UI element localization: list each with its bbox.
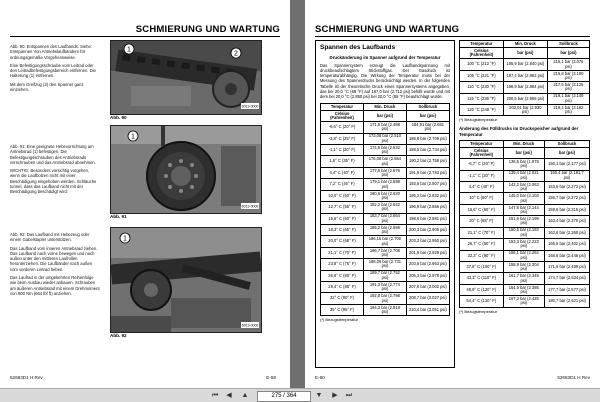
table-row — [321, 156, 450, 167]
last-page-icon[interactable]: ⏭ — [345, 392, 353, 399]
table-cell: 150,4 bar (2.181,7 psi) — [544, 170, 589, 181]
table-cell: 15,6° C (60° F) — [460, 204, 504, 215]
header-title: SCHMIERUNG UND WARTUNG — [135, 24, 280, 35]
table-cell: 29,4° C (85° F) — [321, 281, 364, 292]
table-cell: 151,6 bar (2.199 psi) — [503, 216, 544, 227]
figure-code: 6013-0000 — [241, 104, 259, 109]
table-cell: 162,6 bar (2.360 psi) — [544, 227, 589, 238]
table-subheader: Celsius (Fahrenheit) — [460, 147, 504, 158]
table-cell: 10° C (50° F) — [460, 193, 504, 204]
table-cell: 7,2° C (45° F) — [321, 179, 364, 190]
figure-label: Abb. 92 — [110, 333, 127, 338]
table-cell: 192,8 bar (2.796 psi) — [364, 293, 407, 304]
table-row — [321, 122, 450, 133]
table-cell: 180,7 bar (2.621 psi) — [544, 296, 589, 307]
table-cell: 191,3 bar (2.774 psi) — [364, 281, 407, 292]
table-row — [460, 182, 590, 193]
table-cell: 158,9 bar (2.304 psi) — [503, 261, 544, 272]
table-subheader: bar (psi) — [503, 48, 547, 59]
table-cell: 142,2 bar (2.063 psi) — [503, 182, 544, 193]
subsection-title: Änderung des Fülldrucks im Druckspeicher aufgrund der Temperatur — [459, 126, 579, 137]
viewer-toolbar — [0, 388, 600, 402]
table-cell: 43,3° C (110° F) — [460, 273, 504, 284]
table-row — [460, 204, 590, 215]
table-cell: 180,6 bar (2.620 psi) — [364, 190, 407, 201]
table-cell: 215,8 bar (3.100 psi) — [547, 70, 589, 81]
table-cell: 153,3 bar (2.223 psi) — [503, 239, 544, 250]
table-cell: 35° C (95° F) — [321, 304, 364, 315]
table-cell: 164,5 bar (2.385 psi) — [503, 284, 544, 295]
table-row — [460, 170, 590, 181]
figure-label: Abb. 90 — [110, 115, 127, 120]
table-header: Temperatur — [460, 41, 504, 48]
table-cell: 163,4 bar (2.370 psi) — [544, 216, 589, 227]
footer-doc-code: 52683D1 H Rev — [10, 375, 43, 380]
figure-90-photo — [110, 40, 262, 115]
page-header — [10, 22, 280, 37]
table-cell: 186,15 bar (2.700 psi) — [364, 236, 407, 247]
table-cell: 185,2 bar (2.686 psi) — [364, 224, 407, 235]
table-row — [321, 167, 450, 178]
table-cell: 183,7 bar (2.664 psi) — [364, 213, 407, 224]
footer-doc-code: 52683D1 H Rev — [557, 375, 590, 380]
table-cell: 4,4° C (40° F) — [460, 182, 504, 193]
figure-code: 6013-0000 — [241, 204, 259, 209]
table-cell: 54,4° C (130° F) — [460, 296, 504, 307]
previous-page-icon[interactable]: ◀ — [226, 392, 232, 399]
table-row — [321, 247, 450, 258]
table-cell: 156,1 bar (2.264 psi) — [503, 250, 544, 261]
table-header: Min. Druck — [503, 140, 544, 147]
table-cell: 200,3 bar (2.905 psi) — [406, 224, 449, 235]
table-row — [321, 293, 450, 304]
table-row — [321, 259, 450, 270]
table-cell: 215,1 bar (3.076 psi) — [547, 59, 589, 70]
table-cell: 110 °C (230 °F) — [460, 82, 504, 93]
paragraph: Abb. 92: Das Laufband mit Hebezeug oder einem Gabelstapler unterstützen. — [10, 232, 90, 243]
table-row — [460, 105, 590, 116]
section-title: Spannen des Laufbands — [320, 44, 396, 51]
page-number-input[interactable]: 275 / 364 — [257, 391, 311, 402]
paragraph: Das Laufrad in der umgekehrten Reihenfolge wie beim Ausbau wieder anbauen. Schrauben am äußeren Antriebsrad mit einem Drehmoment von 900 Nm (664 lbf ft) anziehen. — [10, 275, 100, 296]
svg-text:2: 2 — [234, 50, 238, 58]
table-row — [460, 159, 590, 170]
table-cell: 12,7° C (55° F) — [321, 202, 364, 213]
table-cell: 182,2 bar (2.642 psi) — [364, 202, 407, 213]
text-block-3 — [10, 232, 100, 296]
table-subheader: Celsius (Fahrenheit) — [321, 110, 364, 121]
page-down-icon[interactable]: ▼ — [315, 392, 323, 399]
table-note: (*) Bezugstemperatur — [320, 317, 359, 323]
figure-92-photo — [110, 227, 262, 333]
table-cell: 186,7 bar (2.708 psi) — [364, 247, 407, 258]
table-cell: 23,8° C (75° F) — [321, 259, 364, 270]
table-row — [460, 227, 590, 238]
table-cell: 198,9 bar (2.884 psi) — [503, 82, 547, 93]
paragraph: Eine Befestigungsschraube vom Leitrad oder den Leitradbefestigungsbereich entfernen. Die Halterung (1) entfernen. — [10, 62, 96, 79]
table-cell: 195,9 bar (2.840 psi) — [503, 59, 547, 70]
table-cell: -6,7° C (20° F) — [460, 159, 504, 170]
table-body — [460, 159, 590, 307]
svg-text:1: 1 — [127, 46, 131, 54]
table-cell: 196,9 bar (2.856 psi) — [406, 202, 449, 213]
left-column-box — [315, 40, 455, 368]
table-cell: 210,4 bar (3.051 psi) — [406, 304, 449, 315]
table-row — [460, 261, 590, 272]
table-cell: 190,2 bar (2.758 psi) — [406, 156, 449, 167]
table-row — [460, 193, 590, 204]
svg-text:1: 1 — [131, 133, 135, 141]
table-row — [460, 82, 590, 93]
table-cell: 147,8 bar (2.144 psi) — [503, 204, 544, 215]
table-cell: 21,1° C (70° F) — [460, 227, 504, 238]
table-cell: 194,3 bar (2.818 psi) — [364, 304, 407, 315]
table-cell: 219,4 bar (3.182 psi) — [547, 105, 589, 116]
next-page-icon[interactable]: ▶ — [332, 392, 338, 399]
table-cell: 15,6° C (60° F) — [321, 213, 364, 224]
table-header: Temperatur — [321, 103, 364, 110]
table-cell: 171,6 bar (2.489 psi) — [544, 261, 589, 272]
table-cell: 197,4 bar (2.862 psi) — [503, 70, 547, 81]
figure-label: Abb. 91 — [110, 214, 127, 219]
table-header: Min. Druck — [364, 103, 407, 110]
paragraph: Das Laufband vom inneren Antriebsrad ziehen. Das Laufband nach vorne bewegen und nach außen unter den mittleren Laufrollen herunterziehen. Die Laufbänder nach außen vom vorderen Leitrad heben. — [10, 245, 98, 272]
table-cell: 4,4° C (40° F) — [321, 167, 364, 178]
table-subheader: bar (psi) — [544, 147, 589, 158]
table-subheader: bar (psi) — [406, 110, 449, 121]
table-cell: 195,2 bar (2.832 psi) — [406, 190, 449, 201]
table-cell: 203,6 bar (2.953 psi) — [406, 259, 449, 270]
paragraph: Mit dem Greifzug (2) den Spanner ganz einziehen. — [10, 81, 84, 93]
figure-code: 6013-0000 — [241, 323, 259, 328]
table-row — [321, 304, 450, 315]
table-cell: 10,0° C (50° F) — [321, 190, 364, 201]
right-column — [459, 40, 590, 314]
table-header: Sollbruck — [544, 140, 589, 147]
table-cell: 174,6 bar (2.532 psi) — [364, 145, 407, 156]
table-cell: 153,6 bar (2.273 psi) — [544, 182, 589, 193]
table-row — [321, 213, 450, 224]
table-cell: 201,9 bar (2.929 psi) — [406, 247, 449, 258]
paragraph: Abb. 90: Entspannen des Laufbands. Siehe: Entspannen Von Antriebslaufbändern für ordnungsgemäße Vorgehensweise. — [10, 44, 92, 60]
table-cell: 20° C (68° F) — [460, 216, 504, 227]
footer-page-number: E-60 — [315, 375, 325, 380]
table-body — [321, 122, 450, 316]
table-row — [321, 236, 450, 247]
table-cell: -6,6° C (20° F) — [321, 122, 364, 133]
first-page-icon[interactable]: ⏮ — [211, 392, 219, 399]
table-cell: 188,26 bar (2.731 psi) — [364, 259, 407, 270]
header-title: SCHMIERUNG UND WARTUNG — [315, 24, 460, 35]
table-cell: 177,7 bar (2.577 psi) — [544, 284, 589, 295]
table-cell: 167,3 bar (2.426 psi) — [503, 296, 544, 307]
table-cell: 202,01 bar (2.930 psi) — [503, 105, 547, 116]
table-header: Temperatur — [460, 140, 504, 147]
subsection-title: Druckänderung im Spanner aufgrund der Temperatur — [329, 55, 441, 60]
table-cell: 165,6 bar (2.402 psi) — [544, 239, 589, 250]
table-cell: 105 °C (221 °F) — [460, 70, 504, 81]
table-cell: 207,0 bar (3.002 psi) — [406, 281, 449, 292]
table-cell: 32,2° C (90° F) — [460, 250, 504, 261]
table-cell: 150,1 bar (2.177 psi) — [544, 159, 589, 170]
table-body — [460, 59, 590, 116]
paragraph: Abb. 91: Eine geeignete Hebevorrichtung am Antriebsrad (1) befestigen. Die Befestigungsschrauben des Antriebsrads verschrauben und das Antriebsrad abnehmen. — [10, 144, 96, 165]
table-cell: 203,3 bar (2.950 psi) — [406, 236, 449, 247]
table-cell: 184,91 bar (2.681 psi) — [406, 122, 449, 133]
table-row — [321, 224, 450, 235]
table-cell: -1,1° C (30° F) — [460, 170, 504, 181]
table-subheader: bar (psi) — [364, 110, 407, 121]
table-cell: -3,8° C (25° F) — [321, 133, 364, 144]
table-cell: 179,1 bar (2.598 psi) — [364, 179, 407, 190]
table-cell: 205,3 bar (2.978 psi) — [406, 270, 449, 281]
table-cell: 189,7 bar (2.752 psi) — [364, 270, 407, 281]
table-cell: 145,0 bar (2.103 psi) — [503, 193, 544, 204]
table-row — [321, 133, 450, 144]
table-row — [460, 250, 590, 261]
svg-text:1: 1 — [123, 235, 127, 243]
text-block-1 — [10, 44, 100, 92]
table-cell: 100 °C (212 °F) — [460, 59, 504, 70]
footer-page-number: E-59 — [266, 375, 276, 380]
pressure-table — [320, 103, 450, 316]
table-cell: 177,6 bar (2.576 psi) — [364, 167, 407, 178]
table-cell: 156,7 bar (2.272 psi) — [544, 193, 589, 204]
table-cell: 115 °C (239 °F) — [460, 93, 504, 104]
table-cell: 120 °C (248 °F) — [460, 105, 504, 116]
table-subheader: bar (psi) — [547, 48, 589, 59]
table-row — [460, 93, 590, 104]
table-row — [460, 59, 590, 70]
table-row — [321, 202, 450, 213]
table-row — [460, 296, 590, 307]
table-cell: 26,6° C (80° F) — [321, 270, 364, 281]
table-cell: 186,8 bar (2.709 psi) — [406, 133, 449, 144]
table-cell: 37,8° C (100° F) — [460, 261, 504, 272]
table-cell: 32° C (90° F) — [321, 293, 364, 304]
table-row — [321, 281, 450, 292]
table-cell: 159,6 bar (2.315 psi) — [544, 204, 589, 215]
table-note: (*) Bezugstemperatur — [459, 117, 498, 123]
table-cell: -1,1° C (30° F) — [321, 145, 364, 156]
table-row — [460, 216, 590, 227]
table-row — [321, 270, 450, 281]
table-row — [460, 239, 590, 250]
table-cell: 168,6 bar (2.446 psi) — [544, 250, 589, 261]
table-cell: 21,1° C (70° F) — [321, 247, 364, 258]
table-cell: 171,5 bar (2.488 psi) — [364, 122, 407, 133]
table-row — [460, 70, 590, 81]
table-row — [460, 273, 590, 284]
table-cell: 18,3° C (65° F) — [321, 224, 364, 235]
table-subheader: bar (psi) — [503, 147, 544, 158]
pressure-table-high-temp — [459, 40, 590, 116]
text-block-2 — [10, 144, 100, 195]
table-header: Sollbruck — [547, 41, 589, 48]
table-cell: 188,5 bar (2.734 psi) — [406, 145, 449, 156]
table-cell: 193,6 bar (2.807 psi) — [406, 179, 449, 190]
left-page — [0, 0, 290, 388]
table-cell: 217,5 bar (3.125 psi) — [547, 82, 589, 93]
table-cell: 173,08 bar (2.510 psi) — [364, 133, 407, 144]
table-cell: 26,7° C (80° F) — [460, 239, 504, 250]
accumulator-table — [459, 140, 590, 308]
table-cell: 198,6 bar (2.881 psi) — [406, 213, 449, 224]
table-header: Min. Druck — [503, 41, 547, 48]
table-cell: 136,5 bar (1.978 psi) — [503, 159, 544, 170]
table-cell: 200,5 bar (2.906 psi) — [503, 93, 547, 104]
table-cell: 150,5 bar (2.183 psi) — [503, 227, 544, 238]
table-cell: 191,9 bar (2.783 psi) — [406, 167, 449, 178]
paragraph: Das Spannersystem erzeugt die Laufbandspannung mit druckbeaufschlagtem Stickstoffgas. Der Gasdruck ist temperaturabhängig. Die Wirkung der Temperatur muss bei der Messung des Spannerdrucks berücksichtigt werden. In der folgenden Tabelle ist der theoretische Druck eines Spannersystems angegeben, das bei 20,0 °C (68 °F) auf 187,0 bar (2.712 psi) befüllt wurde und mit dem bei 20,0 °C (2.850 psi) bei 20,0 °C (68 °F) beaufschlagt wurde. — [320, 63, 450, 99]
table-row — [321, 190, 450, 201]
table-cell: 219,1 bar (3.149 psi) — [547, 93, 589, 104]
table-cell: 20,0° C (68° F) — [321, 236, 364, 247]
table-cell: 176,08 bar (2.554 psi) — [364, 156, 407, 167]
page-up-icon[interactable]: ▲ — [241, 392, 249, 399]
table-row — [321, 145, 450, 156]
table-cell: 174,7 bar (2.534 psi) — [544, 273, 589, 284]
page-header — [315, 22, 590, 37]
table-cell: 1,6° C (35° F) — [321, 156, 364, 167]
table-header: Sollbruck — [406, 103, 449, 110]
right-page — [305, 0, 600, 388]
table-cell: 139,4 bar (2.021 psi) — [503, 170, 544, 181]
figure-91-photo — [110, 125, 262, 214]
table-subheader: Celsius (Fahrenheit) — [460, 48, 504, 59]
table-cell: 208,7 bar (3.027 psi) — [406, 293, 449, 304]
paragraph: WICHTIG: Besonders vorsichtig vorgehen, wenn die Laufbolzen nicht mit einer Beschädigung eingehoben werden. Schläuche tunnel, dass das Laufband nicht mit der Beschädigung beschädigt wird. — [10, 168, 97, 195]
table-note: (*) Bezugstemperatur — [459, 308, 498, 314]
table-row — [321, 179, 450, 190]
table-cell: 161,7 bar (2.345 psi) — [503, 273, 544, 284]
table-row — [460, 284, 590, 295]
table-cell: 48,9° C (120° F) — [460, 284, 504, 295]
